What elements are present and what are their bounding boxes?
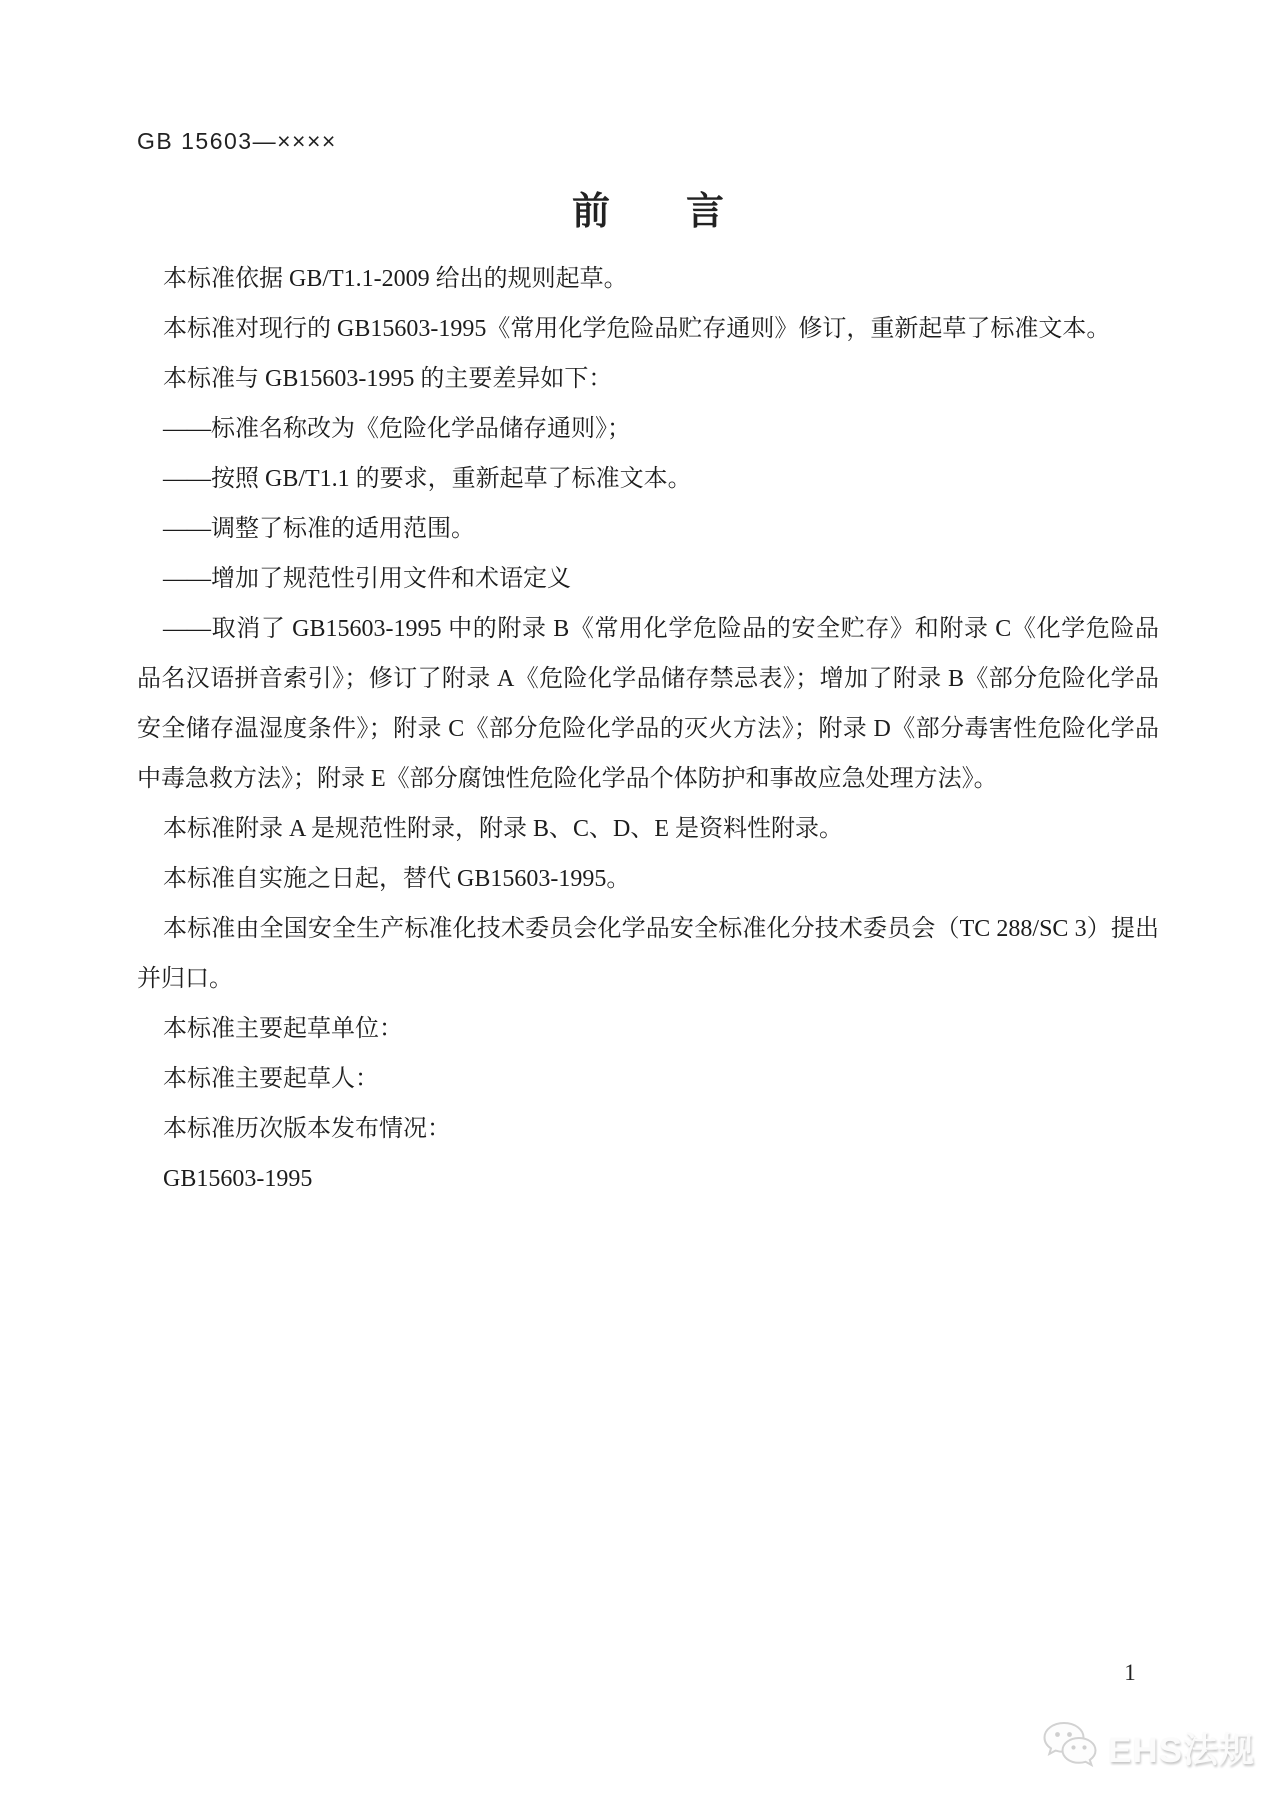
wechat-icon bbox=[1038, 1720, 1100, 1776]
paragraphs bbox=[137, 254, 1159, 1204]
paragraph: ——调整了标准的适用范围。 bbox=[163, 516, 475, 542]
standard-code: GB 15603—×××× bbox=[137, 128, 337, 154]
paragraph: 本标准由全国安全生产标准化技术委员会化学品安全标准化分技术委员会（TC 288/SC 3）提出并归口。 bbox=[137, 916, 1159, 992]
paragraph: 本标准自实施之日起，替代 GB15603-1995。 bbox=[163, 866, 631, 892]
paragraph: 本标准主要起草人： bbox=[163, 1066, 379, 1092]
paragraph: ——增加了规范性引用文件和术语定义 bbox=[163, 566, 571, 592]
watermark bbox=[1038, 1720, 1255, 1776]
page-number: 1 bbox=[1124, 1660, 1136, 1685]
page-title: 前 言 bbox=[571, 191, 724, 233]
paragraph: ——取消了 GB15603-1995 中的附录 B《常用化学危险品的安全贮存》和附录 C《化学危险品品名汉语拼音索引》；修订了附录 A《危险化学品储存禁忌表》；增加了附录 B《部分危险化学品安全储存温湿度条件》；附录 C《部分危险化学品的灭火方法》；附录 D《部分毒害性危险化学品中毒急救方法》；附录 E《部分腐蚀性危险化学品个体防护和事故应急处理方法》。 bbox=[137, 616, 1159, 792]
paragraph: 本标准历次版本发布情况： bbox=[163, 1116, 451, 1142]
watermark-brand: EHS法规 bbox=[1108, 1731, 1255, 1770]
paragraph: ——按照 GB/T1.1 的要求，重新起草了标准文本。 bbox=[163, 466, 692, 492]
paragraph: 本标准与 GB15603-1995 的主要差异如下： bbox=[163, 366, 613, 392]
paragraph: 本标准附录 A 是规范性附录，附录 B、C、D、E 是资料性附录。 bbox=[163, 816, 844, 842]
paragraph: ——标准名称改为《危险化学品储存通则》； bbox=[163, 416, 631, 442]
paragraph: 本标准对现行的 GB15603-1995《常用化学危险品贮存通则》修订，重新起草了标准文本。 bbox=[163, 316, 1111, 342]
paragraph: GB15603-1995 bbox=[163, 1166, 313, 1192]
paragraph: 本标准依据 GB/T1.1-2009 给出的规则起草。 bbox=[163, 266, 628, 292]
paragraph: 本标准主要起草单位： bbox=[163, 1016, 403, 1042]
